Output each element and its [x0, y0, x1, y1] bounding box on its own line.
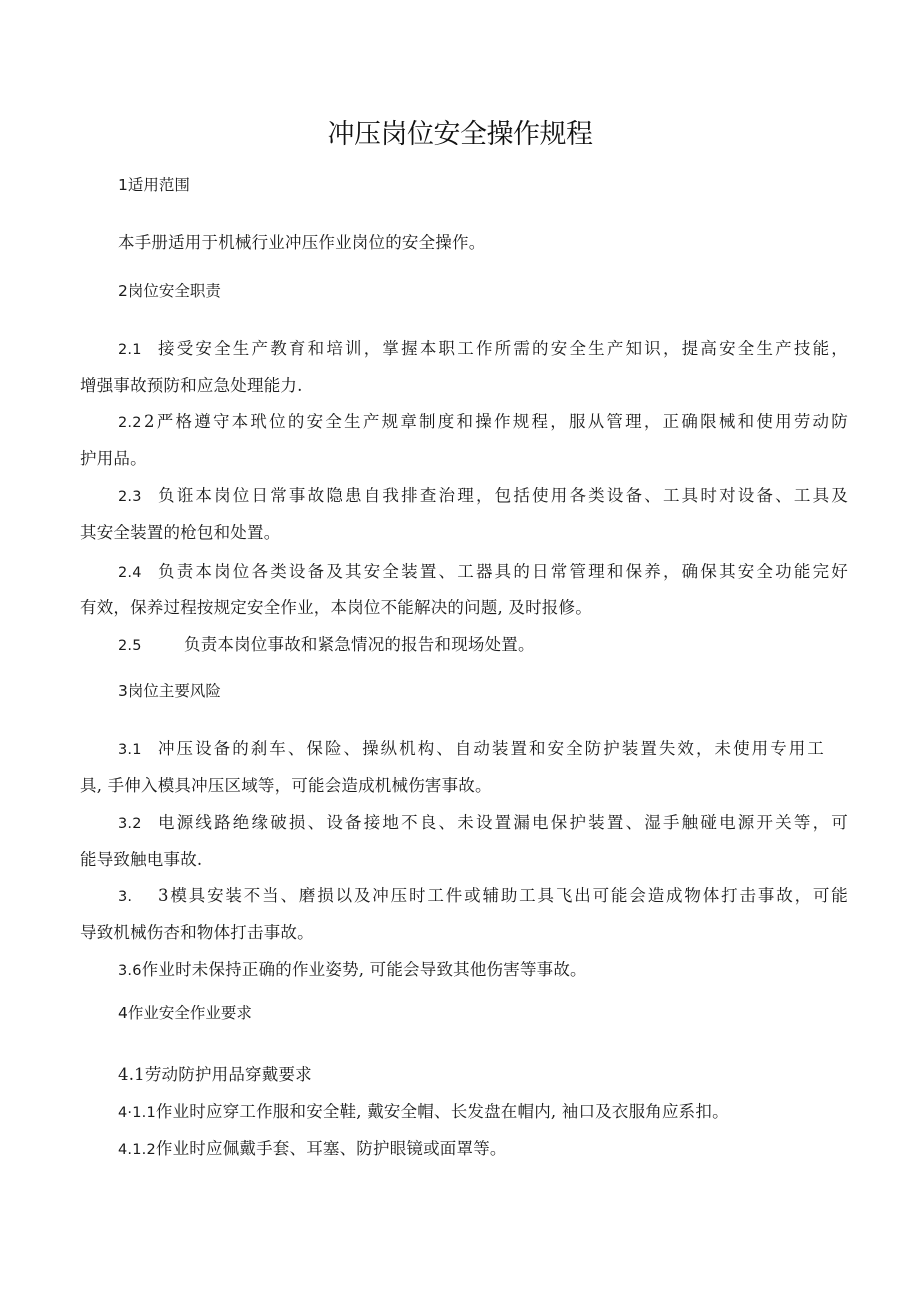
clause-number: 3.2	[118, 816, 142, 832]
clause-text: 接受安全生产教育和培训，掌握本职工作所需的安全生产知识，提高安全生产技能，	[158, 339, 848, 358]
clause-2-2-line2: 护用品。	[80, 449, 147, 468]
clause-3-1-line2: 具, 手伸入模具冲压区域等，可能会造成机械伤害事故。	[80, 776, 492, 795]
clause-text: 电源线路绝缘破损、设备接地不良、未设置漏电保护装置、湿手触碰电源开关等，可	[158, 813, 848, 832]
section-1-text: 本手册适用于机械行业冲压作业岗位的安全操作。	[118, 233, 486, 252]
subsection-heading-4-1: 4.1劳动防护用品穿戴要求	[118, 1065, 312, 1084]
section-heading-3: 3岗位主要风险	[118, 682, 221, 700]
clause-3-2-line2: 能导致触电事故.	[80, 850, 203, 869]
clause-2-4-line1	[118, 561, 848, 584]
clause-number: 3.	[118, 889, 133, 905]
clause-3-6	[118, 959, 848, 982]
clause-text: 3模具安装不当、磨损以及冲压时工件或辅助工具飞出可能会造成物体打击事故，可能	[158, 886, 848, 905]
clause-number: 2.4	[118, 565, 142, 581]
clause-number: 4·1.1	[118, 1105, 156, 1121]
clause-text: 2严格遵守本玳位的安全生产规章制度和操作规程，服从管理，正确限械和使用劳动防	[144, 412, 848, 431]
clause-4-1-1	[118, 1101, 848, 1124]
clause-text: 作业时未保持正确的作业姿势, 可能会导致其他伤害等事故。	[141, 960, 587, 979]
clause-text: 负诳本岗位日常事故隐患自我排查治理，包括使用各类设备、工具时对设备、工具及	[158, 486, 848, 505]
clause-number: 2.3	[118, 489, 142, 505]
clause-2-4-line2: 有效，保养过程按规定安全作业，本岗位不能解决的问题, 及时报修。	[80, 598, 592, 617]
clause-number: 2.2	[118, 415, 142, 431]
clause-text: 负责本岗位事故和紧急情况的报告和现场处置。	[184, 635, 535, 654]
clause-number: 2.1	[118, 342, 142, 358]
clause-number: 3.1	[118, 742, 142, 758]
section-heading-1: 1适用范围	[118, 176, 190, 194]
clause-number: 4.1.2	[118, 1142, 156, 1158]
clause-4-1-2	[118, 1138, 848, 1161]
clause-number: 3.6	[118, 963, 142, 979]
clause-3-1-line1	[118, 738, 848, 761]
clause-3-2-line1	[118, 812, 848, 835]
clause-text: 负责本岗位各类设备及其安全装置、工器具的日常管理和保养，确保其安全功能完好	[158, 562, 848, 581]
clause-3-3-line2: 导致机械伤杏和物体打击事故。	[80, 923, 314, 942]
clause-2-1-line2: 增强事故预防和应急处理能力.	[80, 376, 303, 395]
clause-number: 2.5	[118, 638, 142, 654]
clause-3-3-line1	[118, 885, 848, 908]
clause-text: 作业时应佩戴手套、耳塞、防护眼镜或面罩等。	[155, 1139, 507, 1158]
section-heading-2: 2岗位安全职责	[118, 282, 221, 300]
clause-2-3-line1	[118, 485, 848, 508]
clause-text: 冲压设备的刹车、保险、操纵机构、自动装置和安全防护装置失效，未使用专用工	[158, 739, 824, 758]
section-heading-4: 4作业安全作业要求	[118, 1004, 252, 1022]
clause-text: 作业时应穿工作服和安全鞋, 戴安全帽、长发盘在帽内, 袖口及衣服角应系扣。	[155, 1102, 729, 1121]
clause-2-5	[118, 634, 848, 657]
page-title: 冲压岗位安全操作规程	[327, 119, 593, 150]
clause-2-3-line2: 其安全装置的枪包和处置。	[80, 523, 281, 542]
clause-2-1-line1	[118, 338, 848, 361]
clause-2-2-line1	[118, 411, 848, 434]
